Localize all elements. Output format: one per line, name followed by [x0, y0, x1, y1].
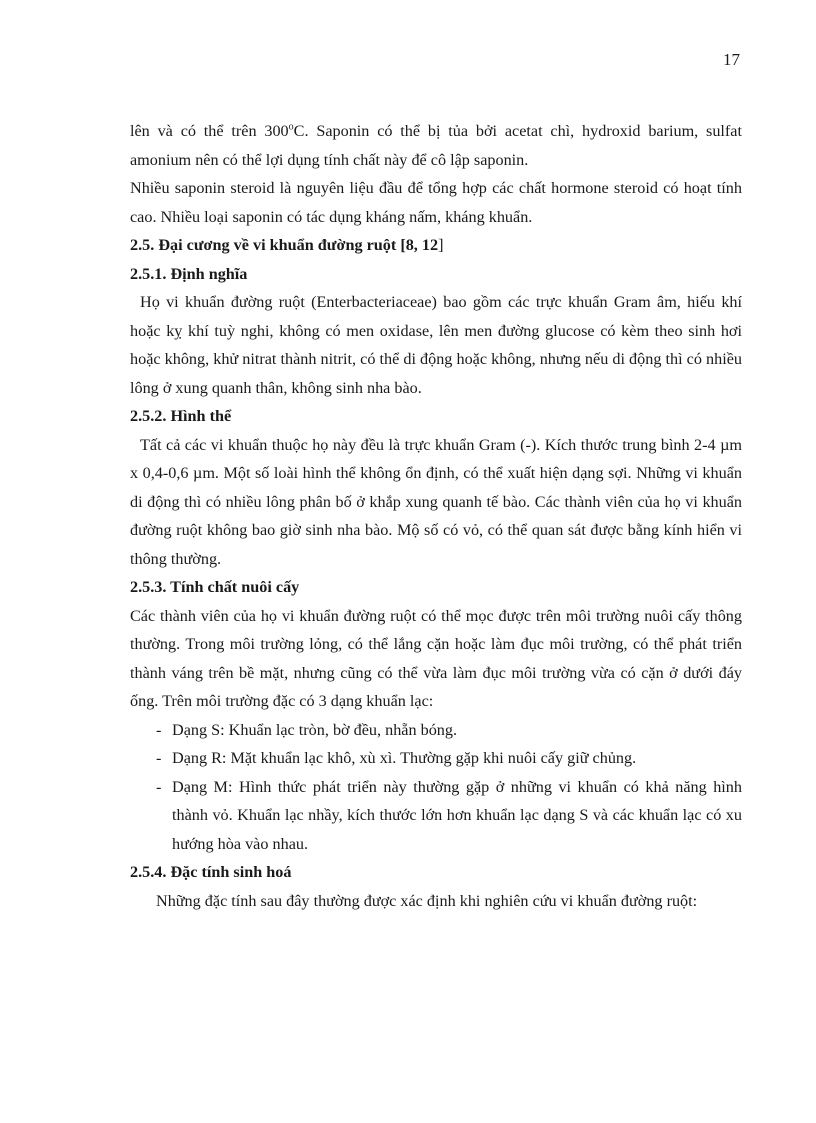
colony-type-list	[130, 716, 742, 859]
degree-superscript: o	[288, 121, 294, 133]
list-item	[130, 716, 742, 745]
bullet-dash: -	[156, 720, 162, 739]
section-heading-2-5	[130, 231, 742, 260]
intro-paragraph-2: Nhiều saponin steroid là nguyên liệu đầu để tổng hợp các chất hormone steroid có hoạt tính cao. Nhiều loại saponin có tác dụng kháng nấm, kháng khuẩn.	[130, 179, 742, 226]
section-title-2-5-bracket: ]	[438, 236, 444, 254]
intro-text-before-sup: lên và có thể trên 300	[130, 122, 289, 140]
page-number: 17	[723, 50, 740, 69]
section-heading-2-5-4: 2.5.4. Đặc tính sinh hoá	[130, 863, 292, 881]
culture-paragraph: Các thành viên của họ vi khuẩn đường ruột có thể mọc được trên môi trường nuôi cấy thông thường. Trong môi trường lỏng, có thể lắng cặn hoặc làm đục môi trường, có thể phát triển thành váng trên bề mặt, nhưng cũng có thể vừa làm đục môi trường vừa có cặn ở dưới đáy ống. Trên môi trường đặc có 3 dạng khuẩn lạc:	[130, 606, 742, 710]
intro-paragraph-1	[130, 117, 742, 174]
list-item-text: Dạng R: Mặt khuẩn lạc khô, xù xì. Thường gặp khi nuôi cấy giữ chủng.	[172, 749, 637, 767]
morphology-paragraph: Tất cả các vi khuẩn thuộc họ này đều là trực khuẩn Gram (-). Kích thước trung bình 2-4 µm x 0,4-0,6 µm. Một số loài hình thể không ổn định, có thể xuất hiện dạng sợi. Những vi khuẩn di động thì có nhiều lông phân bố ở khắp xung quanh tế bào. Các thành viên của họ vi khuẩn đường ruột không bao giờ sinh nha bào. Mộ số có vỏ, có thể quan sát được bằng kính hiển vi thông thường.	[130, 435, 742, 568]
section-title-2-5: 2.5. Đại cương về vi khuẩn đường ruột [8, 12	[130, 236, 439, 254]
biochemistry-paragraph: Những đặc tính sau đây thường được xác định khi nghiên cứu vi khuẩn đường ruột:	[156, 891, 698, 910]
list-item-text: Dạng M: Hình thức phát triển này thường gặp ở những vi khuẩn có khả năng hình thành vỏ. Khuẩn lạc nhầy, kích thước lớn hơn khuẩn lạc dạng S và các khuẩn lạc có xu hướng hòa vào nhau.	[172, 777, 742, 853]
list-item	[130, 773, 742, 859]
bullet-dash: -	[156, 749, 162, 767]
list-item	[130, 744, 742, 773]
bullet-dash: -	[156, 777, 162, 796]
definition-paragraph: Họ vi khuẩn đường ruột (Enterbacteriaceae) bao gồm các trực khuẩn Gram âm, hiếu khí hoặc kỵ khí tuỳ nghi, không có men oxidase, lên men đường glucose có kèm theo sinh hơi hoặc không, khử nitrat thành nitrit, có thể di động hoặc không, nhưng nếu di động thì có nhiều lông ở xung quanh thân, không sinh nha bào.	[130, 293, 742, 397]
page-content	[130, 117, 742, 915]
section-heading-2-5-3: 2.5.3. Tính chất nuôi cấy	[130, 578, 300, 596]
intro-text-after-sup: C. Saponin có thể bị tủa bởi acetat chì, hydroxid barium, sulfat amonium nên có thể lợi dụng tính chất này để cô lập saponin.	[130, 122, 742, 169]
list-item-text: Dạng S: Khuẩn lạc tròn, bờ đều, nhẵn bóng.	[172, 720, 458, 739]
section-heading-2-5-1: 2.5.1. Định nghĩa	[130, 264, 248, 283]
section-heading-2-5-2: 2.5.2. Hình thể	[130, 407, 232, 425]
